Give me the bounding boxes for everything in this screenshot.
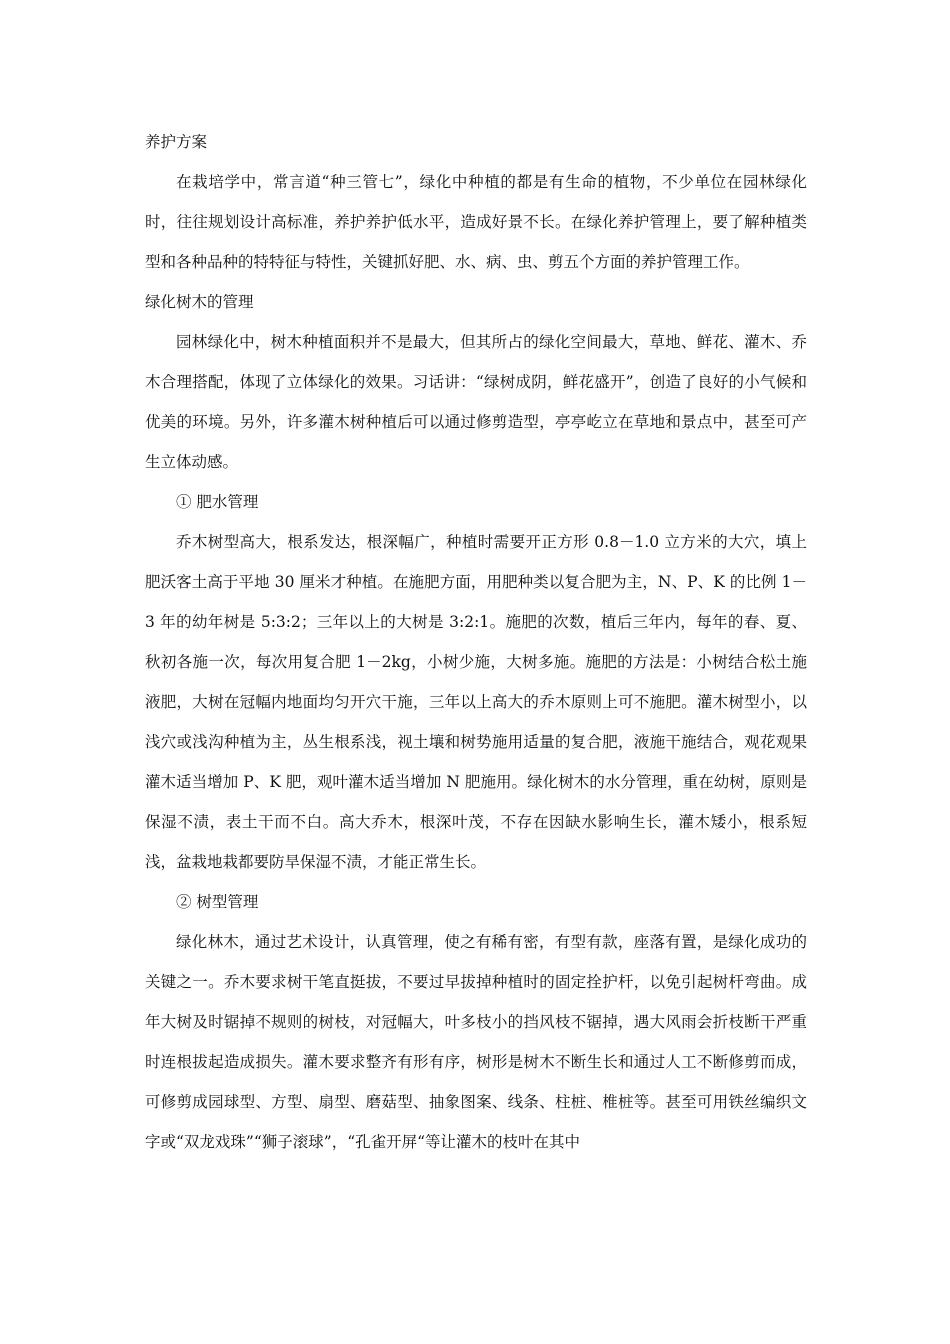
document-body <box>145 122 807 1162</box>
section-intro-paragraph: 园林绿化中，树木种植面积并不是最大，但其所占的绿化空间最大，草地、鲜花、灌木、乔木合理搭配，体现了立体绿化的效果。习话讲：“绿树成阴，鲜花盛开”，创造了良好的小气候和优美的环境。另外，许多灌木树种植后可以通过修剪造型，亭亭屹立在草地和景点中，甚至可产生立体动感。 <box>145 333 807 471</box>
subsection-body-fertilizer-water: 乔木树型高大，根系发达，根深幅广，种植时需要开正方形 0.8－1.0 立方米的大穴，填上肥沃客土高于平地 30 厘米才种植。在施肥方面，用肥种类以复合肥为主，N、P、K 的比例 1－3 年的幼年树是 5:3:2；三年以上的大树是 3:2:1。施肥的次数，植后三年内，每年的春、夏、秋初各施一次，每次用复合肥 1－2kg，小树少施，大树多施。施肥的方法是：小树结合松土施液肥，大树在冠幅内地面均匀开穴干施，三年以上高大的乔木原则上可不施肥。灌木树型小，以浅穴或浅沟种植为主，丛生根系浅，视土壤和树势施用适量的复合肥，液施干施结合，观花观果灌木适当增加 P、K 肥，观叶灌木适当增加 N 肥施用。绿化树木的水分管理，重在幼树，原则是保湿不渍，表土干而不白。高大乔木，根深叶茂，不存在因缺水影响生长，灌木矮小，根系短浅，盆栽地栽都要防旱保湿不渍，才能正常生长。 <box>145 533 807 871</box>
section-title: 绿化树木的管理 <box>145 293 254 311</box>
subsection-body-tree-shape: 绿化林木，通过艺术设计，认真管理，使之有稀有密，有型有款，座落有置，是绿化成功的关键之一。乔木要求树干笔直挺拔，不要过早拔掉种植时的固定拴护杆，以免引起树杆弯曲。成年大树及时锯掉不规则的树枝，对冠幅大，叶多枝小的挡风枝不锯掉，遇大风雨会折枝断干严重时连根拔起造成损失。灌木要求整齐有形有序，树形是树木不断生长和通过人工不断修剪而成，可修剪成园球型、方型、扇型、磨菇型、抽象图案、线条、柱桩、椎桩等。甚至可用铁丝编织文字或“双龙戏珠”“狮子滚球”，“孔雀开屏“等让灌木的枝叶在其中 <box>145 933 807 1151</box>
subsection-title-fertilizer-water: ① 肥水管理 <box>176 493 259 511</box>
subsection-title-tree-shape: ② 树型管理 <box>176 893 259 911</box>
document-title: 养护方案 <box>145 133 208 151</box>
intro-paragraph: 在栽培学中，常言道“种三管七”，绿化中种植的都是有生命的植物，不少单位在园林绿化时，往往规划设计高标准，养护养护低水平，造成好景不长。在绿化养护管理上，要了解种植类型和各种品种的特特征与特性，关键抓好肥、水、病、虫、剪五个方面的养护管理工作。 <box>145 173 807 271</box>
